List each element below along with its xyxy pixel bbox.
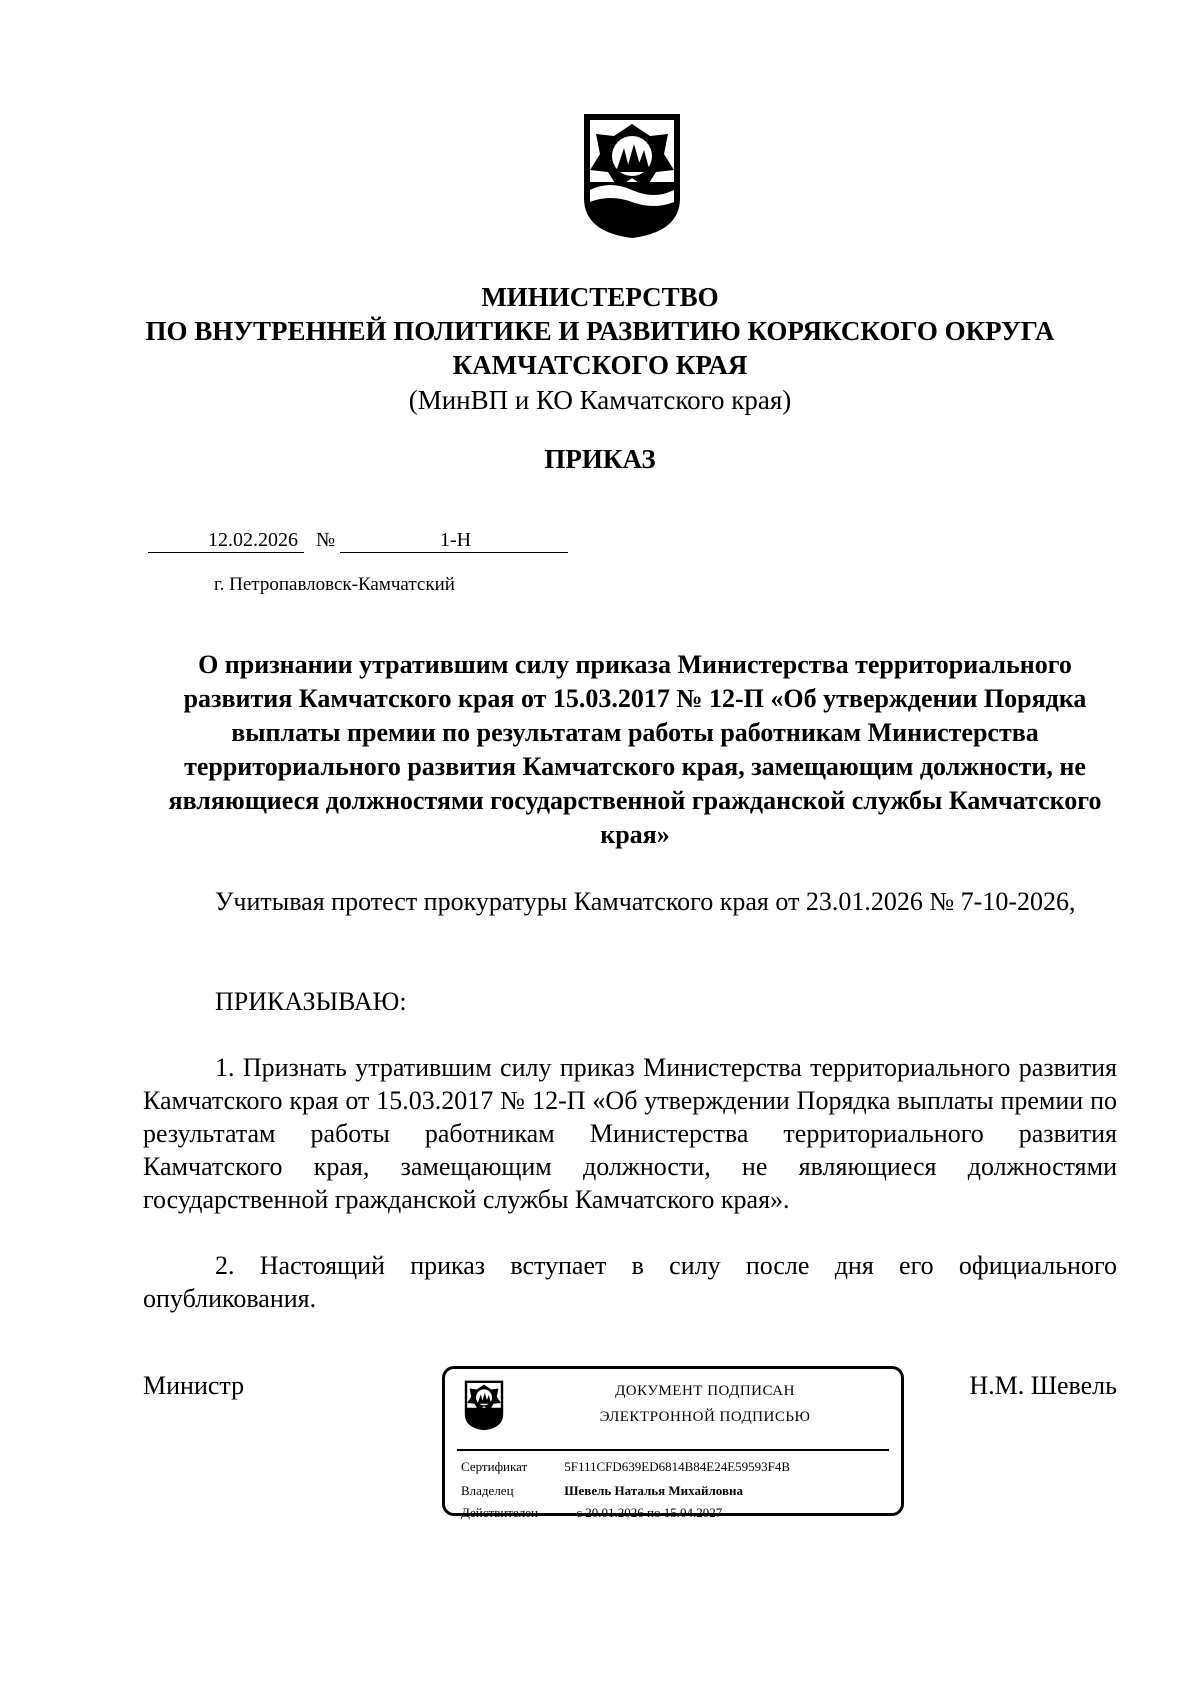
owner-label: Владелец — [461, 1483, 514, 1498]
order-item-2: 2. Настоящий приказ вступает в силу после дня его официального опубликования. — [143, 1251, 1117, 1313]
validity-value: с 20.01.2026 по 15.04.2027 — [576, 1505, 723, 1520]
signatory-position: Министр — [143, 1371, 245, 1400]
owner-value: Шевель Наталья Михайловна — [564, 1483, 743, 1498]
stamp-owner-row — [461, 1483, 743, 1499]
order-number: 1-Н — [340, 528, 568, 553]
order-title: О признании утратившим силу приказа Министерства территориального развития Камчатского края от 15.03.2017 № 12-П «Об утверждении Порядка выплаты премии по результатам работы работникам Министерства территориального развития Камчатского края, замещающим должности, не являющиеся должностями государственной гражданской службы Камчатского края» — [168, 650, 1102, 849]
city: г. Петропавловск-Камчатский — [214, 574, 455, 595]
signatory-name: Н.М. Шевель — [969, 1371, 1117, 1400]
order-details — [148, 528, 570, 556]
order-date: 12.02.2026 — [148, 528, 304, 553]
preamble-paragraph: Учитывая протест прокуратуры Камчатского края от 23.01.2026 № 7-10-2026, — [215, 887, 1076, 916]
stamp-divider — [457, 1449, 889, 1451]
certificate-value: 5F111CFD639ED6814B84E24E59593F4B — [564, 1459, 791, 1474]
number-sign: № — [316, 529, 336, 551]
ministry-name-line1: МИНИСТЕРСТВО — [481, 282, 719, 312]
stamp-heading-1: ДОКУМЕНТ ПОДПИСАН — [615, 1383, 795, 1399]
orders-word: ПРИКАЗЫВАЮ: — [215, 987, 407, 1016]
ministry-name-line3: КАМЧАТСКОГО КРАЯ — [452, 350, 748, 380]
order-item-1: 1. Признать утратившим силу приказ Министерства территориального развития Камчатского края от 15.03.2017 № 12-П «Об утверждении Порядка выплаты премии по результатам работы работникам Министерства территориального развития Камчатского края, замещающим должности, не являющиеся должностями государственной гражданской службы Камчатского края». — [143, 1053, 1117, 1214]
certificate-label: Сертификат — [461, 1459, 528, 1474]
electronic-signature-stamp — [442, 1366, 904, 1520]
validity-label: Действителен — [461, 1505, 538, 1520]
stamp-validity-row — [461, 1505, 722, 1521]
ministry-name-line2: ПО ВНУТРЕННЕЙ ПОЛИТИКЕ И РАЗВИТИЮ КОРЯКСКОГО ОКРУГА — [145, 316, 1055, 346]
stamp-certificate-row — [461, 1459, 790, 1475]
document-type: ПРИКАЗ — [544, 444, 656, 474]
stamp-heading-2: ЭЛЕКТРОННОЙ ПОДПИСЬЮ — [599, 1409, 811, 1425]
stamp-emblem-icon — [463, 1379, 505, 1431]
coat-of-arms-emblem — [580, 110, 684, 240]
ministry-abbreviation: (МинВП и КО Камчатского края) — [408, 385, 792, 415]
